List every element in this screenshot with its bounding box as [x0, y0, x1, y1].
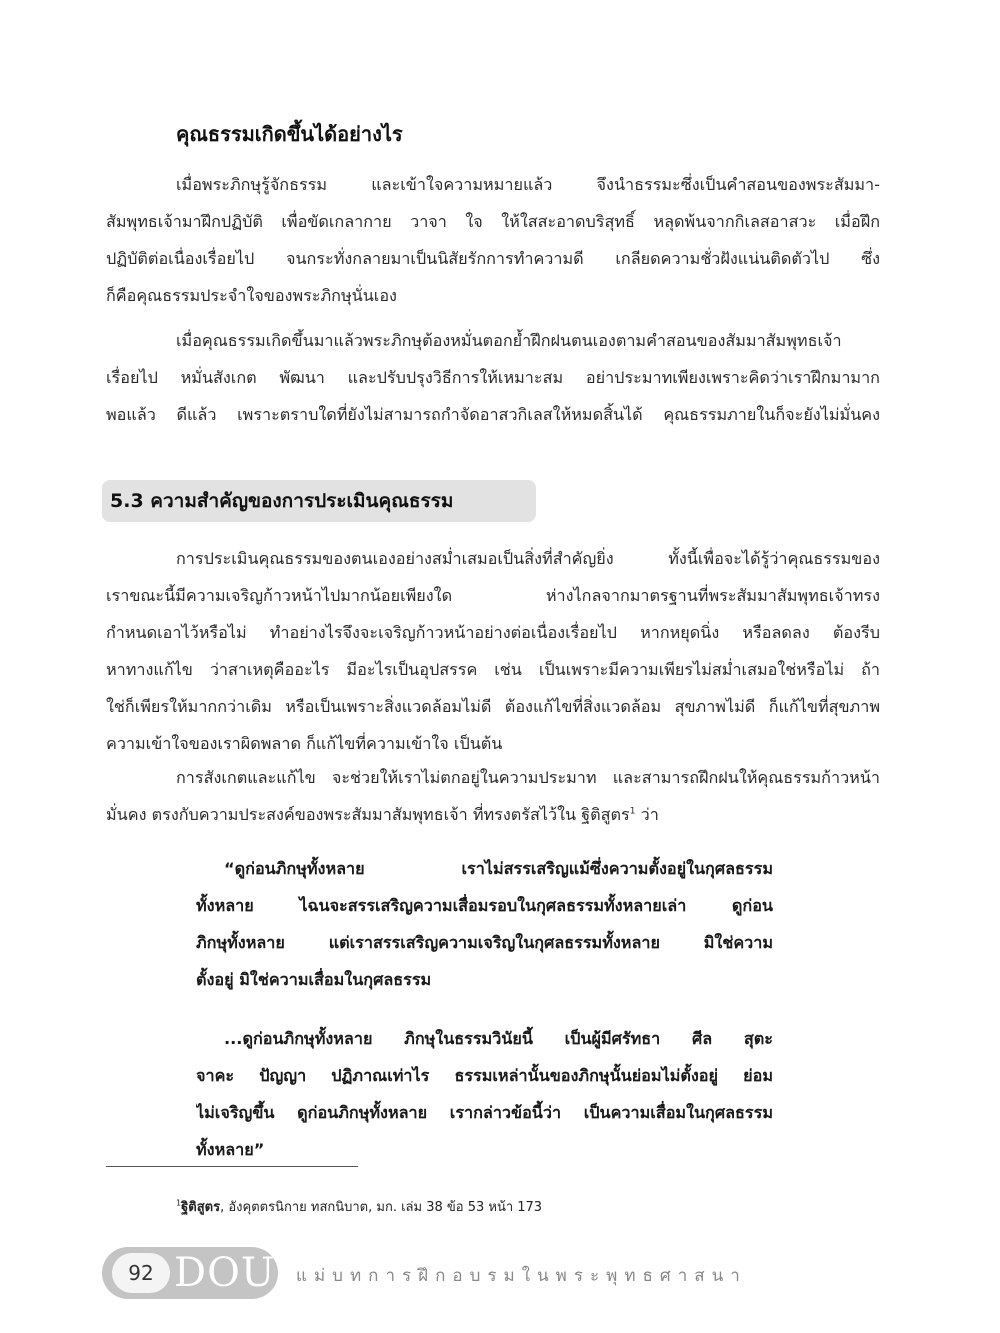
paragraph-line: หาทางแก้ไข ว่าสาเหตุคืออะไร มีอะไรเป็นอุปสรรค เช่น เป็นเพราะมีความเพียรไม่สม่ำเสมอใช่หรือไม่ ถ้า: [106, 660, 880, 679]
subsection-heading: คุณธรรมเกิดขึ้นได้อย่างไร: [176, 122, 403, 146]
paragraph-line: เมื่อคุณธรรมเกิดขึ้นมาแล้วพระภิกษุต้องหมั่นตอกย้ำฝึกฝนตนเองตามคำสอนของสัมมาสัมพุทธเจ้า: [176, 331, 842, 350]
paragraph-text: ว่า: [635, 805, 659, 824]
paragraph-line: เรื่อยไป หมั่นสังเกต พัฒนา และปรับปรุงวิธีการให้เหมาะสม อย่าประมาทเพียงเพราะคิดว่าเราฝึกมามาก: [106, 368, 880, 387]
paragraph-line: เมื่อพระภิกษุรู้จักธรรม และเข้าใจความหมายแล้ว จึงนำธรรมะซึ่งเป็นคำสอนของพระสัมมา-: [176, 175, 880, 194]
dou-logo: DOU: [174, 1250, 276, 1296]
paragraph-text: มั่นคง ตรงกับความประสงค์ของพระสัมมาสัมพุทธเจ้า ที่ทรงตรัสไว้ใน ฐิติสูตร: [106, 805, 630, 824]
section-header-box: [102, 480, 536, 522]
paragraph-1: [106, 166, 880, 314]
footnote-text: , อังคุตตรนิกาย ทสกนิบาต, มก. เล่ม 38 ข้อ 53 หน้า 173: [220, 1200, 543, 1215]
footnote-marker: 1: [176, 1198, 182, 1208]
quote-line: ตั้งอยู่ มิใช่ความเสื่อมในกุศลธรรม: [196, 970, 432, 989]
paragraph-2: [106, 322, 880, 433]
paragraph-line: การสังเกตและแก้ไข จะช่วยให้เราไม่ตกอยู่ในความประมาท และสามารถฝึกฝนให้คุณธรรมก้าวหน้า: [176, 768, 880, 787]
footnote-divider: [106, 1166, 358, 1167]
footnote: [176, 1196, 542, 1217]
paragraph-line: การประเมินคุณธรรมของตนเองอย่างสม่ำเสมอเป็นสิ่งที่สำคัญยิ่ง ทั้งนี้เพื่อจะได้รู้ว่าคุณธรรมของ: [176, 549, 880, 568]
paragraph-4: [106, 759, 880, 833]
quote-line: ภิกษุทั้งหลาย แต่เราสรรเสริญความเจริญในกุศลธรรมทั้งหลาย มิใช่ความ: [196, 933, 773, 952]
paragraph-line: สัมพุทธเจ้ามาฝึกปฏิบัติ เพื่อขัดเกลากาย วาจา ใจ ให้ใสสะอาดบริสุทธิ์ หลุดพ้นจากกิเลสอาสวะ เมื่อฝึก: [106, 212, 880, 231]
paragraph-line: [106, 796, 880, 833]
paragraph-3: [106, 540, 880, 762]
quote-line: ทั้งหลาย ไฉนจะสรรเสริญความเสื่อมรอบในกุศลธรรมทั้งหลายเล่า ดูก่อน: [196, 896, 773, 915]
paragraph-line: ใช่ก็เพียรให้มากกว่าเดิม หรือเป็นเพราะสิ่งแวดล้อมไม่ดี ต้องแก้ไขที่สิ่งแวดล้อม สุขภาพไม่ดี ก็แก้ไขที่สุขภาพ: [106, 697, 880, 716]
paragraph-line: กำหนดเอาไว้หรือไม่ ทำอย่างไรจึงจะเจริญก้าวหน้าอย่างต่อเนื่องเรื่อยไป หากหยุดนิ่ง หรือลดลง ต้องรีบ: [106, 623, 880, 642]
quote-line: จาคะ ปัญญา ปฏิภาณเท่าไร ธรรมเหล่านั้นของภิกษุนั้นย่อมไม่ตั้งอยู่ ย่อม: [196, 1066, 773, 1085]
book-title: แม่บทการฝึกอบรมในพระพุทธศาสนา: [296, 1266, 747, 1286]
page-footer-badge: [102, 1247, 278, 1299]
paragraph-line: ปฏิบัติต่อเนื่องเรื่อยไป จนกระทั่งกลายมาเป็นนิสัยรักการทำความดี เกลียดความชั่วฝังแน่นติดตัวไป ซึ่ง: [106, 249, 880, 268]
quote-line: ...ดูก่อนภิกษุทั้งหลาย ภิกษุในธรรมวินัยนี้ เป็นผู้มีศรัทธา ศีล สุตะ: [224, 1029, 773, 1048]
quote-line: ทั้งหลาย”: [196, 1140, 265, 1159]
paragraph-line: ก็คือคุณธรรมประจำใจของพระภิกษุนั่นเอง: [106, 286, 397, 305]
paragraph-line: พอแล้ว ดีแล้ว เพราะตราบใดที่ยังไม่สามารถกำจัดอาสวกิเลสให้หมดสิ้นได้ คุณธรรมภายในก็จะยังไม่มั่นคง: [106, 405, 880, 424]
page-number: 92: [112, 1253, 170, 1293]
quote-line: “ดูก่อนภิกษุทั้งหลาย เราไม่สรรเสริญแม้ซึ่งความตั้งอยู่ในกุศลธรรม: [224, 859, 773, 878]
section-title: 5.3 ความสำคัญของการประเมินคุณธรรม: [110, 490, 454, 512]
footnote-reference[interactable]: 1: [629, 806, 636, 817]
quote-block-2: [196, 1020, 773, 1168]
footnote-title: ฐิติสูตร: [181, 1200, 221, 1215]
quote-block-1: [196, 850, 773, 998]
paragraph-line: ความเข้าใจของเราผิดพลาด ก็แก้ไขที่ความเข้าใจ เป็นต้น: [106, 734, 503, 753]
quote-line: ไม่เจริญขึ้น ดูก่อนภิกษุทั้งหลาย เรากล่าวข้อนี้ว่า เป็นความเสื่อมในกุศลธรรม: [196, 1103, 773, 1122]
paragraph-line: เราขณะนี้มีความเจริญก้าวหน้าไปมากน้อยเพียงใด ห่างไกลจากมาตรฐานที่พระสัมมาสัมพุทธเจ้าทรง: [106, 586, 880, 605]
